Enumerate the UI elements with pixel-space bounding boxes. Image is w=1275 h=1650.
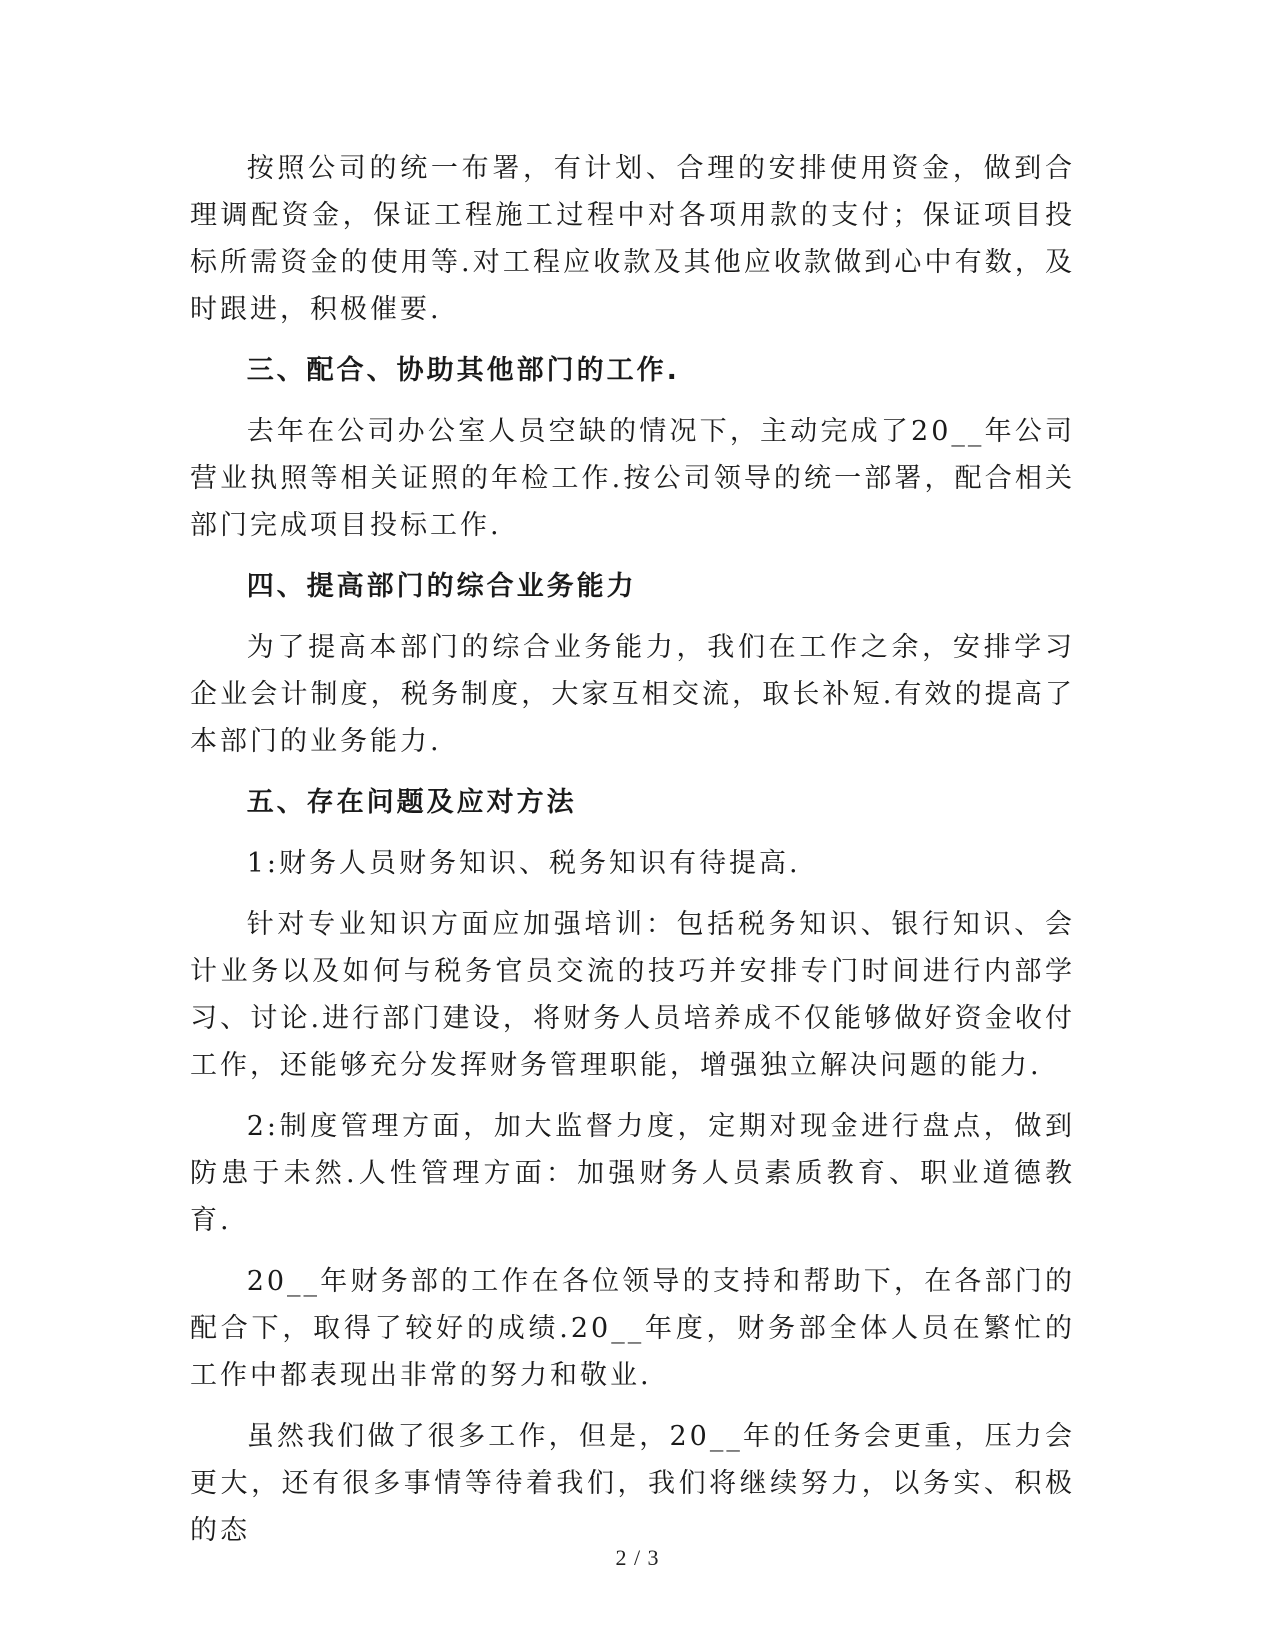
document-body: [190, 145, 1075, 1568]
paragraph-problem-1: 1:财务人员财务知识、税务知识有待提高.: [246, 848, 801, 879]
page-number: 2 / 3: [615, 1545, 660, 1570]
paragraph-business-capability: 为了提高本部门的综合业务能力，我们在工作之余，安排学习企业会计制度，税务制度，大家互相交流，取长补短.有效的提高了本部门的业务能力.: [190, 632, 1075, 757]
section-heading-3: 三、配合、协助其他部门的工作.: [246, 355, 680, 386]
section-heading-4: 四、提高部门的综合业务能力: [246, 571, 637, 602]
section-heading-5: 五、存在问题及应对方法: [246, 787, 577, 818]
paragraph-outlook: 虽然我们做了很多工作，但是，20__年的任务会更重，压力会更大，还有很多事情等待着我们，我们将继续努力，以务实、积极的态: [190, 1421, 1075, 1546]
paragraph-cooperation: 去年在公司办公室人员空缺的情况下，主动完成了20__年公司营业执照等相关证照的年检工作.按公司领导的统一部署，配合相关部门完成项目投标工作.: [190, 416, 1075, 541]
paragraph-training: 针对专业知识方面应加强培训：包括税务知识、银行知识、会计业务以及如何与税务官员交流的技巧并安排专门时间进行内部学习、讨论.进行部门建设，将财务人员培养成不仅能够做好资金收付工作，还能够充分发挥财务管理职能，增强独立解决问题的能力.: [190, 909, 1075, 1081]
paragraph-fund-management: 按照公司的统一布署，有计划、合理的安排使用资金，做到合理调配资金，保证工程施工过程中对各项用款的支付；保证项目投标所需资金的使用等.对工程应收款及其他应收款做到心中有数，及时跟进，积极催要.: [190, 153, 1075, 325]
paragraph-achievements: 20__年财务部的工作在各位领导的支持和帮助下，在各部门的配合下，取得了较好的成绩.20__年度，财务部全体人员在繁忙的工作中都表现出非常的努力和敬业.: [190, 1266, 1075, 1391]
paragraph-problem-2: 2:制度管理方面，加大监督力度，定期对现金进行盘点，做到防患于未然.人性管理方面：加强财务人员素质教育、职业道德教育.: [190, 1111, 1075, 1236]
